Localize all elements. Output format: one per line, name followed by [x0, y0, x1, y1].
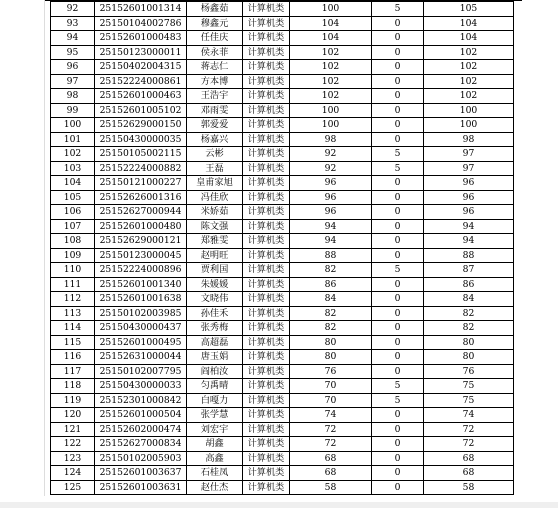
bonus-points: 5: [372, 161, 424, 176]
table-row: [51, 451, 514, 466]
bonus-points: 0: [372, 103, 424, 118]
exam-score: 92: [290, 147, 372, 162]
row-number: 111: [51, 277, 95, 292]
candidate-id: 25152602000474: [95, 422, 187, 437]
candidate-id: 25150123000011: [95, 45, 187, 60]
exam-score: 82: [290, 263, 372, 278]
table-row: [51, 234, 514, 249]
exam-score: 82: [290, 321, 372, 336]
row-number: 109: [51, 248, 95, 263]
candidate-name: 郭爱爱: [187, 118, 243, 133]
candidate-name: 朱媛媛: [187, 277, 243, 292]
row-number: 100: [51, 118, 95, 133]
candidate-id: 25150430000035: [95, 132, 187, 147]
candidate-name: 白嘎力: [187, 393, 243, 408]
major-category: 计算机类: [243, 422, 290, 437]
total-score: 86: [424, 277, 514, 292]
table-row: [51, 466, 514, 481]
candidate-id: 25150104002786: [95, 16, 187, 31]
table-row: [51, 118, 514, 133]
total-score: 105: [424, 2, 514, 17]
bonus-points: 0: [372, 219, 424, 234]
exam-score: 102: [290, 60, 372, 75]
major-category: 计算机类: [243, 292, 290, 307]
major-category: 计算机类: [243, 379, 290, 394]
major-category: 计算机类: [243, 393, 290, 408]
candidate-name: 贾利国: [187, 263, 243, 278]
table-row: [51, 161, 514, 176]
candidate-name: 方本博: [187, 74, 243, 89]
table-row: [51, 132, 514, 147]
bonus-points: 0: [372, 45, 424, 60]
total-score: 75: [424, 379, 514, 394]
major-category: 计算机类: [243, 205, 290, 220]
row-number: 124: [51, 466, 95, 481]
exam-score: 68: [290, 466, 372, 481]
candidate-id: 25152224000896: [95, 263, 187, 278]
total-score: 94: [424, 219, 514, 234]
major-category: 计算机类: [243, 480, 290, 495]
total-score: 102: [424, 60, 514, 75]
candidate-name: 米娇茹: [187, 205, 243, 220]
row-number: 105: [51, 190, 95, 205]
candidate-name: 匀禹晴: [187, 379, 243, 394]
major-category: 计算机类: [243, 60, 290, 75]
candidate-id: 25150105002115: [95, 147, 187, 162]
candidate-name: 张学慧: [187, 408, 243, 423]
total-score: 100: [424, 118, 514, 133]
row-number: 106: [51, 205, 95, 220]
page-bottom-margin: [0, 502, 558, 508]
row-number: 92: [51, 2, 95, 17]
exam-score: 102: [290, 89, 372, 104]
table-row: [51, 379, 514, 394]
table-row: [51, 306, 514, 321]
candidate-name: 胡鑫: [187, 437, 243, 452]
exam-score: 102: [290, 74, 372, 89]
row-number: 115: [51, 335, 95, 350]
table-row: [51, 321, 514, 336]
total-score: 94: [424, 234, 514, 249]
major-category: 计算机类: [243, 408, 290, 423]
major-category: 计算机类: [243, 176, 290, 191]
table-row: [51, 248, 514, 263]
candidate-id: 25152627000834: [95, 437, 187, 452]
total-score: 96: [424, 176, 514, 191]
table-row: [51, 45, 514, 60]
table-row: [51, 219, 514, 234]
exam-score: 102: [290, 45, 372, 60]
total-score: 76: [424, 364, 514, 379]
bonus-points: 0: [372, 321, 424, 336]
candidate-name: 郑雅雯: [187, 234, 243, 249]
bonus-points: 0: [372, 306, 424, 321]
exam-score: 104: [290, 31, 372, 46]
table-row: [51, 31, 514, 46]
bonus-points: 0: [372, 292, 424, 307]
row-number: 108: [51, 234, 95, 249]
candidate-id: 25150402004315: [95, 60, 187, 75]
row-number: 113: [51, 306, 95, 321]
table-row: [51, 74, 514, 89]
major-category: 计算机类: [243, 364, 290, 379]
exam-score: 94: [290, 219, 372, 234]
major-category: 计算机类: [243, 45, 290, 60]
exam-score: 96: [290, 190, 372, 205]
major-category: 计算机类: [243, 234, 290, 249]
candidate-id: 25152627000944: [95, 205, 187, 220]
exam-score: 80: [290, 350, 372, 365]
exam-score: 68: [290, 451, 372, 466]
major-category: 计算机类: [243, 219, 290, 234]
row-number: 99: [51, 103, 95, 118]
candidate-id: 25152631000044: [95, 350, 187, 365]
exam-score: 76: [290, 364, 372, 379]
table-row: [51, 89, 514, 104]
row-number: 121: [51, 422, 95, 437]
candidate-id: 25152224000861: [95, 74, 187, 89]
candidate-id: 25150430000033: [95, 379, 187, 394]
bonus-points: 0: [372, 190, 424, 205]
exam-score: 100: [290, 2, 372, 17]
candidate-id: 25152601000480: [95, 219, 187, 234]
total-score: 75: [424, 393, 514, 408]
total-score: 104: [424, 16, 514, 31]
total-score: 72: [424, 422, 514, 437]
candidate-id: 25150430000437: [95, 321, 187, 336]
major-category: 计算机类: [243, 437, 290, 452]
candidate-name: 任佳庆: [187, 31, 243, 46]
table-row: [51, 480, 514, 495]
major-category: 计算机类: [243, 350, 290, 365]
bonus-points: 0: [372, 176, 424, 191]
row-number: 102: [51, 147, 95, 162]
candidate-name: 穆鑫元: [187, 16, 243, 31]
total-score: 102: [424, 74, 514, 89]
major-category: 计算机类: [243, 451, 290, 466]
bonus-points: 0: [372, 466, 424, 481]
bonus-points: 0: [372, 74, 424, 89]
candidate-id: 25152629000121: [95, 234, 187, 249]
bonus-points: 5: [372, 379, 424, 394]
candidate-id: 25152601005102: [95, 103, 187, 118]
major-category: 计算机类: [243, 321, 290, 336]
candidate-name: 唐玉娟: [187, 350, 243, 365]
total-score: 104: [424, 31, 514, 46]
major-category: 计算机类: [243, 466, 290, 481]
total-score: 88: [424, 248, 514, 263]
score-table-body: [51, 2, 514, 495]
table-row: [51, 292, 514, 307]
candidate-id: 25152601001314: [95, 2, 187, 17]
table-row: [51, 205, 514, 220]
total-score: 98: [424, 132, 514, 147]
total-score: 82: [424, 321, 514, 336]
total-score: 96: [424, 190, 514, 205]
exam-score: 94: [290, 234, 372, 249]
table-row: [51, 263, 514, 278]
total-score: 68: [424, 451, 514, 466]
exam-score: 96: [290, 205, 372, 220]
exam-score: 98: [290, 132, 372, 147]
bonus-points: 5: [372, 147, 424, 162]
bonus-points: 0: [372, 437, 424, 452]
candidate-name: 云彬: [187, 147, 243, 162]
major-category: 计算机类: [243, 16, 290, 31]
row-number: 107: [51, 219, 95, 234]
row-number: 101: [51, 132, 95, 147]
candidate-name: 邓雨雯: [187, 103, 243, 118]
bonus-points: 0: [372, 31, 424, 46]
row-number: 118: [51, 379, 95, 394]
total-score: 72: [424, 437, 514, 452]
candidate-name: 王磊: [187, 161, 243, 176]
row-number: 125: [51, 480, 95, 495]
row-number: 116: [51, 350, 95, 365]
major-category: 计算机类: [243, 161, 290, 176]
exam-score: 70: [290, 393, 372, 408]
candidate-id: 25152601001340: [95, 277, 187, 292]
total-score: 58: [424, 480, 514, 495]
candidate-name: 皇甫家旭: [187, 176, 243, 191]
major-category: 计算机类: [243, 263, 290, 278]
candidate-id: 25152626001316: [95, 190, 187, 205]
candidate-name: 陈文强: [187, 219, 243, 234]
table-row: [51, 350, 514, 365]
row-number: 97: [51, 74, 95, 89]
exam-score: 86: [290, 277, 372, 292]
exam-score: 104: [290, 16, 372, 31]
exam-score: 100: [290, 103, 372, 118]
candidate-id: 25150102005903: [95, 451, 187, 466]
candidate-id: 25152601000495: [95, 335, 187, 350]
total-score: 100: [424, 103, 514, 118]
table-row: [51, 437, 514, 452]
row-number: 114: [51, 321, 95, 336]
bonus-points: 0: [372, 350, 424, 365]
row-number: 120: [51, 408, 95, 423]
major-category: 计算机类: [243, 89, 290, 104]
row-number: 98: [51, 89, 95, 104]
row-number: 119: [51, 393, 95, 408]
row-number: 93: [51, 16, 95, 31]
bonus-points: 0: [372, 408, 424, 423]
table-row: [51, 408, 514, 423]
candidate-id: 25150102003985: [95, 306, 187, 321]
bonus-points: 0: [372, 277, 424, 292]
total-score: 97: [424, 147, 514, 162]
candidate-id: 25152601000463: [95, 89, 187, 104]
exam-score: 96: [290, 176, 372, 191]
table-row: [51, 190, 514, 205]
candidate-id: 25152629000150: [95, 118, 187, 133]
table-row: [51, 277, 514, 292]
row-number: 95: [51, 45, 95, 60]
candidate-name: 孙佳禾: [187, 306, 243, 321]
page-left-edge: [44, 0, 45, 496]
row-number: 112: [51, 292, 95, 307]
table-row: [51, 103, 514, 118]
major-category: 计算机类: [243, 132, 290, 147]
table-row: [51, 60, 514, 75]
major-category: 计算机类: [243, 31, 290, 46]
bonus-points: 0: [372, 451, 424, 466]
bonus-points: 0: [372, 118, 424, 133]
total-score: 102: [424, 89, 514, 104]
candidate-name: 高鑫: [187, 451, 243, 466]
table-row: [51, 16, 514, 31]
exam-score: 82: [290, 306, 372, 321]
score-table: [50, 1, 514, 495]
exam-score: 58: [290, 480, 372, 495]
row-number: 123: [51, 451, 95, 466]
table-row: [51, 176, 514, 191]
exam-score: 70: [290, 379, 372, 394]
candidate-id: 25152601003637: [95, 466, 187, 481]
exam-score: 88: [290, 248, 372, 263]
candidate-name: 杨鑫茹: [187, 2, 243, 17]
bonus-points: 0: [372, 132, 424, 147]
candidate-name: 赵明旺: [187, 248, 243, 263]
candidate-id: 25150102007795: [95, 364, 187, 379]
bonus-points: 0: [372, 364, 424, 379]
total-score: 96: [424, 205, 514, 220]
exam-score: 72: [290, 422, 372, 437]
total-score: 68: [424, 466, 514, 481]
major-category: 计算机类: [243, 306, 290, 321]
candidate-name: 张秀梅: [187, 321, 243, 336]
major-category: 计算机类: [243, 147, 290, 162]
table-row: [51, 147, 514, 162]
row-number: 122: [51, 437, 95, 452]
exam-score: 92: [290, 161, 372, 176]
exam-score: 100: [290, 118, 372, 133]
row-number: 103: [51, 161, 95, 176]
total-score: 102: [424, 45, 514, 60]
bonus-points: 5: [372, 263, 424, 278]
total-score: 74: [424, 408, 514, 423]
total-score: 97: [424, 161, 514, 176]
candidate-id: 25152601003631: [95, 480, 187, 495]
bonus-points: 0: [372, 16, 424, 31]
candidate-name: 侯永菲: [187, 45, 243, 60]
bonus-points: 5: [372, 393, 424, 408]
bonus-points: 0: [372, 89, 424, 104]
table-row: [51, 2, 514, 17]
exam-score: 74: [290, 408, 372, 423]
exam-score: 84: [290, 292, 372, 307]
candidate-id: 25150123000045: [95, 248, 187, 263]
bonus-points: 0: [372, 234, 424, 249]
bonus-points: 0: [372, 480, 424, 495]
row-number: 96: [51, 60, 95, 75]
table-row: [51, 422, 514, 437]
table-row: [51, 393, 514, 408]
bonus-points: 5: [372, 2, 424, 17]
candidate-name: 文晓伟: [187, 292, 243, 307]
major-category: 计算机类: [243, 118, 290, 133]
row-number: 110: [51, 263, 95, 278]
candidate-name: 王浩宇: [187, 89, 243, 104]
candidate-name: 石桂凤: [187, 466, 243, 481]
table-row: [51, 335, 514, 350]
exam-score: 80: [290, 335, 372, 350]
total-score: 87: [424, 263, 514, 278]
candidate-id: 25152601000483: [95, 31, 187, 46]
candidate-name: 阎柏汝: [187, 364, 243, 379]
table-row: [51, 364, 514, 379]
candidate-name: 刘宏宇: [187, 422, 243, 437]
major-category: 计算机类: [243, 277, 290, 292]
bonus-points: 0: [372, 248, 424, 263]
major-category: 计算机类: [243, 335, 290, 350]
bonus-points: 0: [372, 335, 424, 350]
major-category: 计算机类: [243, 103, 290, 118]
candidate-name: 赵仕杰: [187, 480, 243, 495]
candidate-id: 25152601000504: [95, 408, 187, 423]
total-score: 80: [424, 350, 514, 365]
major-category: 计算机类: [243, 2, 290, 17]
bonus-points: 0: [372, 205, 424, 220]
bonus-points: 0: [372, 60, 424, 75]
candidate-id: 25152301000842: [95, 393, 187, 408]
major-category: 计算机类: [243, 248, 290, 263]
total-score: 84: [424, 292, 514, 307]
candidate-id: 25150121000227: [95, 176, 187, 191]
bonus-points: 0: [372, 422, 424, 437]
row-number: 94: [51, 31, 95, 46]
candidate-name: 杨嘉兴: [187, 132, 243, 147]
row-number: 117: [51, 364, 95, 379]
row-number: 104: [51, 176, 95, 191]
total-score: 80: [424, 335, 514, 350]
candidate-name: 高超磊: [187, 335, 243, 350]
major-category: 计算机类: [243, 74, 290, 89]
exam-score: 72: [290, 437, 372, 452]
candidate-id: 25152224000882: [95, 161, 187, 176]
candidate-name: 蒋志仁: [187, 60, 243, 75]
major-category: 计算机类: [243, 190, 290, 205]
total-score: 82: [424, 306, 514, 321]
candidate-name: 冯佳欣: [187, 190, 243, 205]
candidate-id: 25152601001638: [95, 292, 187, 307]
